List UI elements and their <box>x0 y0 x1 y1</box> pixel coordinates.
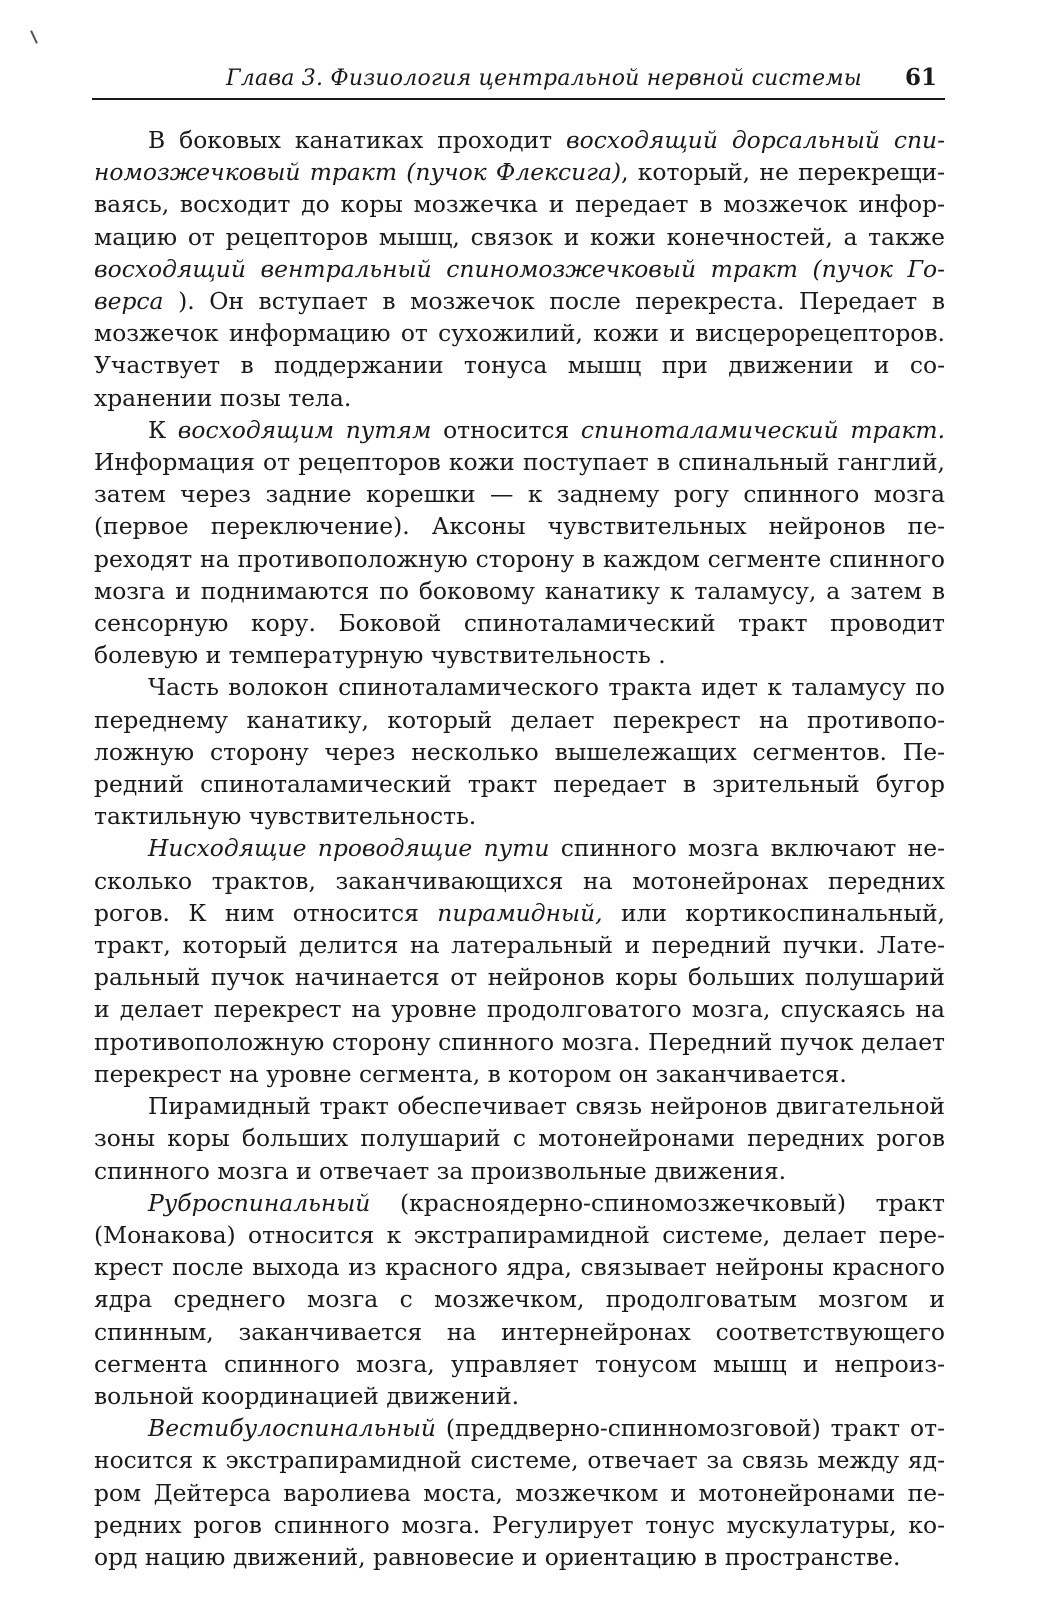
paragraph-descending-paths <box>94 832 945 1090</box>
page-number: 61 <box>904 64 937 91</box>
text-run: Часть волокон спиноталамического тракта идет к таламусу по переднему канатику, который делает перекрест на противоположную сторону через несколько вышележащих сегментов. Передний спиноталамический тракт передает в зрительный бугор тактильную чувствительность. <box>94 673 945 831</box>
term-pyramidal: пирамидный, <box>437 898 603 927</box>
paragraph-rubrospinal <box>94 1187 945 1412</box>
term-rubrospinal: Руброспинальный <box>148 1188 371 1217</box>
paragraph-spinothalamic <box>94 414 945 672</box>
paragraph-spinocerebellar <box>94 124 945 414</box>
text-run: К <box>148 415 178 444</box>
term-descending-paths: Нисходящие проводящие пути <box>148 834 550 863</box>
text-run: (красноядерно-спиномозжечковый) тракт (Монакова) относится к экстрапирамидной системе, делает перекрест после выхода из красного ядра, связывает нейроны красного ядра среднего мозга с мозжечком, продолговатым мозгом и спинным, заканчивается на интернейронах соответствующего сегмента спинного мозга, управляет тонусом мышц и непроизвольной координацией движений. <box>94 1188 945 1410</box>
text-run: (преддверно-спинномозговой) тракт относится к экстрапирамидной системе, отвечает за связь между ядром Дейтерса варолиева моста, мозжечком и мотонейронами передних рогов спинного мозга. Регулирует тонус мускулатуры, коорд нацию движений, равновесие и ориентацию в пространстве. <box>94 1414 945 1571</box>
text-run: В боковых канатиках проходит <box>148 126 566 154</box>
term-spinothalamic-tract: спиноталамический тракт. <box>580 415 945 444</box>
term-dorsal-spinocerebellar: восходящий дорсальный спиномозжечковый тракт (пучок Флексига) <box>94 126 945 187</box>
text-run: или кортикоспинальный, тракт, который делится на латеральный и передний пучки. Латеральный пучок начинается от нейронов коры больших полушарий и делает перекрест на уровне продолговатого мозга, спускаясь на противоположную сторону спинного мозга. Передний пучок делает перекрест на уровне сегмента, в котором он заканчивается. <box>94 898 945 1088</box>
page-header <box>92 62 945 100</box>
term-vestibulospinal: Вестибулоспинальный <box>148 1414 436 1443</box>
body-text <box>94 124 945 1573</box>
paragraph-vestibulospinal <box>94 1412 945 1573</box>
term-ascending-paths: восходящим путям <box>177 415 432 444</box>
scan-artifact-mark <box>30 30 38 44</box>
text-run: спинного мозга включают несколько трактов, заканчивающихся на мотонейронах передних рогов. К ним относится <box>94 834 945 927</box>
text-run: Информация от рецепторов кожи поступает в спинальный ганглий, затем через задние корешки — к заднему рогу спинного мозга (первое переключение). Аксоны чувствительных нейронов переходят на противоположную сторону в каждом сегменте спинного мозга и поднимаются по боковому канатику к таламусу, а затем в сенсорную кору. Боковой спиноталамический тракт проводит болевую и температурную чувствительность . <box>94 448 945 670</box>
text-run: Пирамидный тракт обеспечивает связь нейронов двигательной зоны коры больших полушарий с мотонейронами передних рогов спинного мозга и отвечает за произвольные движения. <box>94 1092 945 1185</box>
text-run: , который, не перекрещиваясь, восходит до коры мозжечка и передает в мозжечок информацию от рецепторов мышц, связок и кожи конечностей, а также <box>94 158 946 251</box>
term-ventral-spinocerebellar: восходящий вентральный спиномозжечковый тракт (пучок Говерса <box>94 254 945 316</box>
paragraph-pyramidal-function <box>94 1090 945 1187</box>
text-run: ). Он вступает в мозжечок после перекреста. Передает в мозжечок информацию от сухожилий, кожи и висцерорецепторов. Участвует в поддержании тонуса мышц при движении и сохранении позы тела. <box>94 287 945 412</box>
text-run: относится <box>431 415 581 444</box>
paragraph-anterior-spinothalamic <box>94 671 945 832</box>
running-title: Глава 3. Физиология центральной нервной системы <box>226 66 862 91</box>
